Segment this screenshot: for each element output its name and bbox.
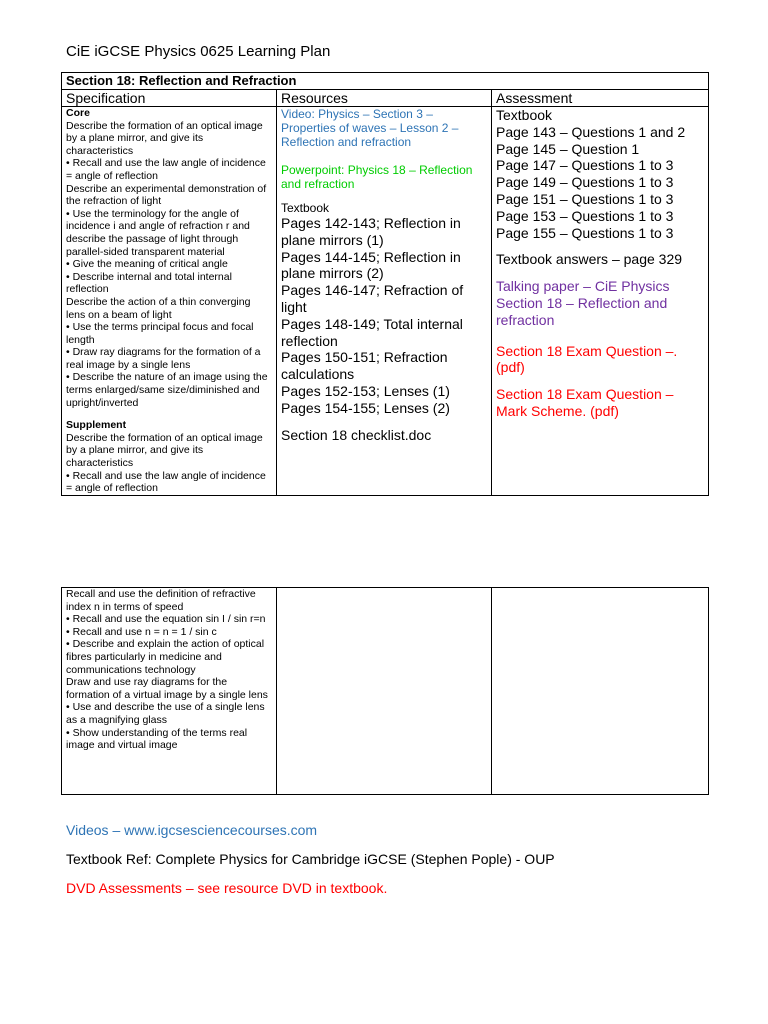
- core-item: • Draw ray diagrams for the formation of a real image by a single lens: [66, 346, 261, 371]
- assessment-cell: [492, 107, 709, 496]
- videos-link[interactable]: Videos – www.igcsesciencecourses.com: [66, 822, 318, 838]
- resources-cell-empty: [277, 588, 492, 795]
- textbook-page: Pages 142-143; Reflection in plane mirrors (1): [281, 215, 461, 248]
- core-item: • Recall and use the law angle of incidence = angle of reflection: [66, 157, 266, 182]
- textbook-page: Pages 154-155; Lenses (2): [281, 399, 450, 416]
- spec-item: • Recall and use n = n = 1 / sin c: [66, 625, 217, 638]
- section-title: Section 18: Reflection and Refraction: [62, 73, 709, 90]
- textbook-answers: Textbook answers – page 329: [496, 251, 683, 268]
- supplement-item: • Recall and use the law angle of incidence = angle of reflection: [66, 469, 266, 495]
- assessment-question: Page 143 – Questions 1 and 2: [496, 123, 686, 140]
- assessment-question: Page 155 – Questions 1 to 3: [496, 224, 674, 241]
- textbook-page: Pages 148-149; Total internal reflection: [281, 315, 463, 349]
- core-item: • Describe the nature of an image using the terms enlarged/same size/diminished and upright/inverted: [66, 371, 268, 409]
- core-heading: Core: [66, 107, 90, 119]
- spec-item: • Show understanding of the terms real image and virtual image: [66, 726, 248, 752]
- header-specification: Specification: [62, 90, 277, 107]
- spec-item: • Recall and use the equation sin I / sin r=n: [66, 613, 266, 626]
- section-table-continued: [61, 587, 709, 795]
- assessment-textbook-label: Textbook: [496, 107, 553, 123]
- mark-scheme-link[interactable]: Section 18 Exam Question – Mark Scheme. (pdf): [496, 386, 674, 419]
- assessment-question: Page 145 – Question 1: [496, 140, 640, 157]
- dvd-assessments-note: DVD Assessments – see resource DVD in textbook.: [66, 880, 388, 896]
- assessment-question: Page 153 – Questions 1 to 3: [496, 207, 674, 224]
- textbook-reference: Textbook Ref: Complete Physics for Cambridge iGCSE (Stephen Pople) - OUP: [66, 851, 555, 867]
- core-item: Describe the formation of an optical image by a plane mirror, and give its characteristics: [66, 119, 263, 157]
- textbook-page: Pages 146-147; Refraction of light: [281, 282, 464, 315]
- assessment-question: Page 149 – Questions 1 to 3: [496, 174, 674, 191]
- spec-item: Recall and use the definition of refractive index n in terms of speed: [66, 588, 256, 613]
- textbook-page: Pages 150-151; Refraction calculations: [281, 349, 448, 383]
- core-item: • Describe internal and total internal reflection: [66, 270, 232, 296]
- spec-item: Draw and use ray diagrams for the formation of a virtual image by a single lens: [66, 676, 268, 701]
- video-link[interactable]: Video: Physics – Section 3 – Properties of waves – Lesson 2 – Reflection and refraction: [281, 107, 459, 149]
- specification-cell: [62, 107, 277, 496]
- assessment-question: Page 151 – Questions 1 to 3: [496, 190, 674, 207]
- core-item: • Use the terminology for the angle of incidence i and angle of refraction r and describe the passage of light through parallel-sided transparent material: [66, 207, 250, 258]
- resources-cell: [277, 107, 492, 496]
- section-table: [61, 72, 709, 496]
- exam-question-link[interactable]: Section 18 Exam Question –. (pdf): [496, 342, 678, 376]
- header-resources: Resources: [277, 90, 492, 107]
- supplement-heading: Supplement: [66, 419, 127, 432]
- supplement-item: Describe the formation of an optical image by a plane mirror, and give its characteristics: [66, 431, 263, 470]
- assessment-question: Page 147 – Questions 1 to 3: [496, 157, 674, 174]
- core-item: • Give the meaning of critical angle: [66, 258, 228, 271]
- core-item: • Use the terms principal focus and focal length: [66, 321, 254, 346]
- spec-item: • Use and describe the use of a single lens as a magnifying glass: [66, 701, 265, 726]
- textbook-page: Pages 144-145; Reflection in plane mirrors (2): [281, 248, 461, 282]
- textbook-page: Pages 152-153; Lenses (1): [281, 382, 450, 399]
- checklist-link[interactable]: Section 18 checklist.doc: [281, 426, 432, 443]
- specification-cell-continued: [62, 588, 277, 795]
- talking-paper-link[interactable]: Talking paper – CiE Physics Section 18 – Reflection and refraction: [496, 278, 670, 328]
- core-item: Describe an experimental demonstration of the refraction of light: [66, 182, 267, 208]
- powerpoint-link[interactable]: Powerpoint: Physics 18 – Reflection and refraction: [281, 163, 473, 191]
- textbook-label: Textbook: [281, 201, 330, 215]
- page-title: CiE iGCSE Physics 0625 Learning Plan: [66, 43, 331, 60]
- core-item: Describe the action of a thin converging lens on a beam of light: [66, 295, 251, 321]
- header-assessment: Assessment: [492, 90, 709, 107]
- spec-item: • Describe and explain the action of optical fibres particularly in medicine and communications technology: [66, 638, 265, 676]
- assessment-cell-empty: [492, 588, 709, 795]
